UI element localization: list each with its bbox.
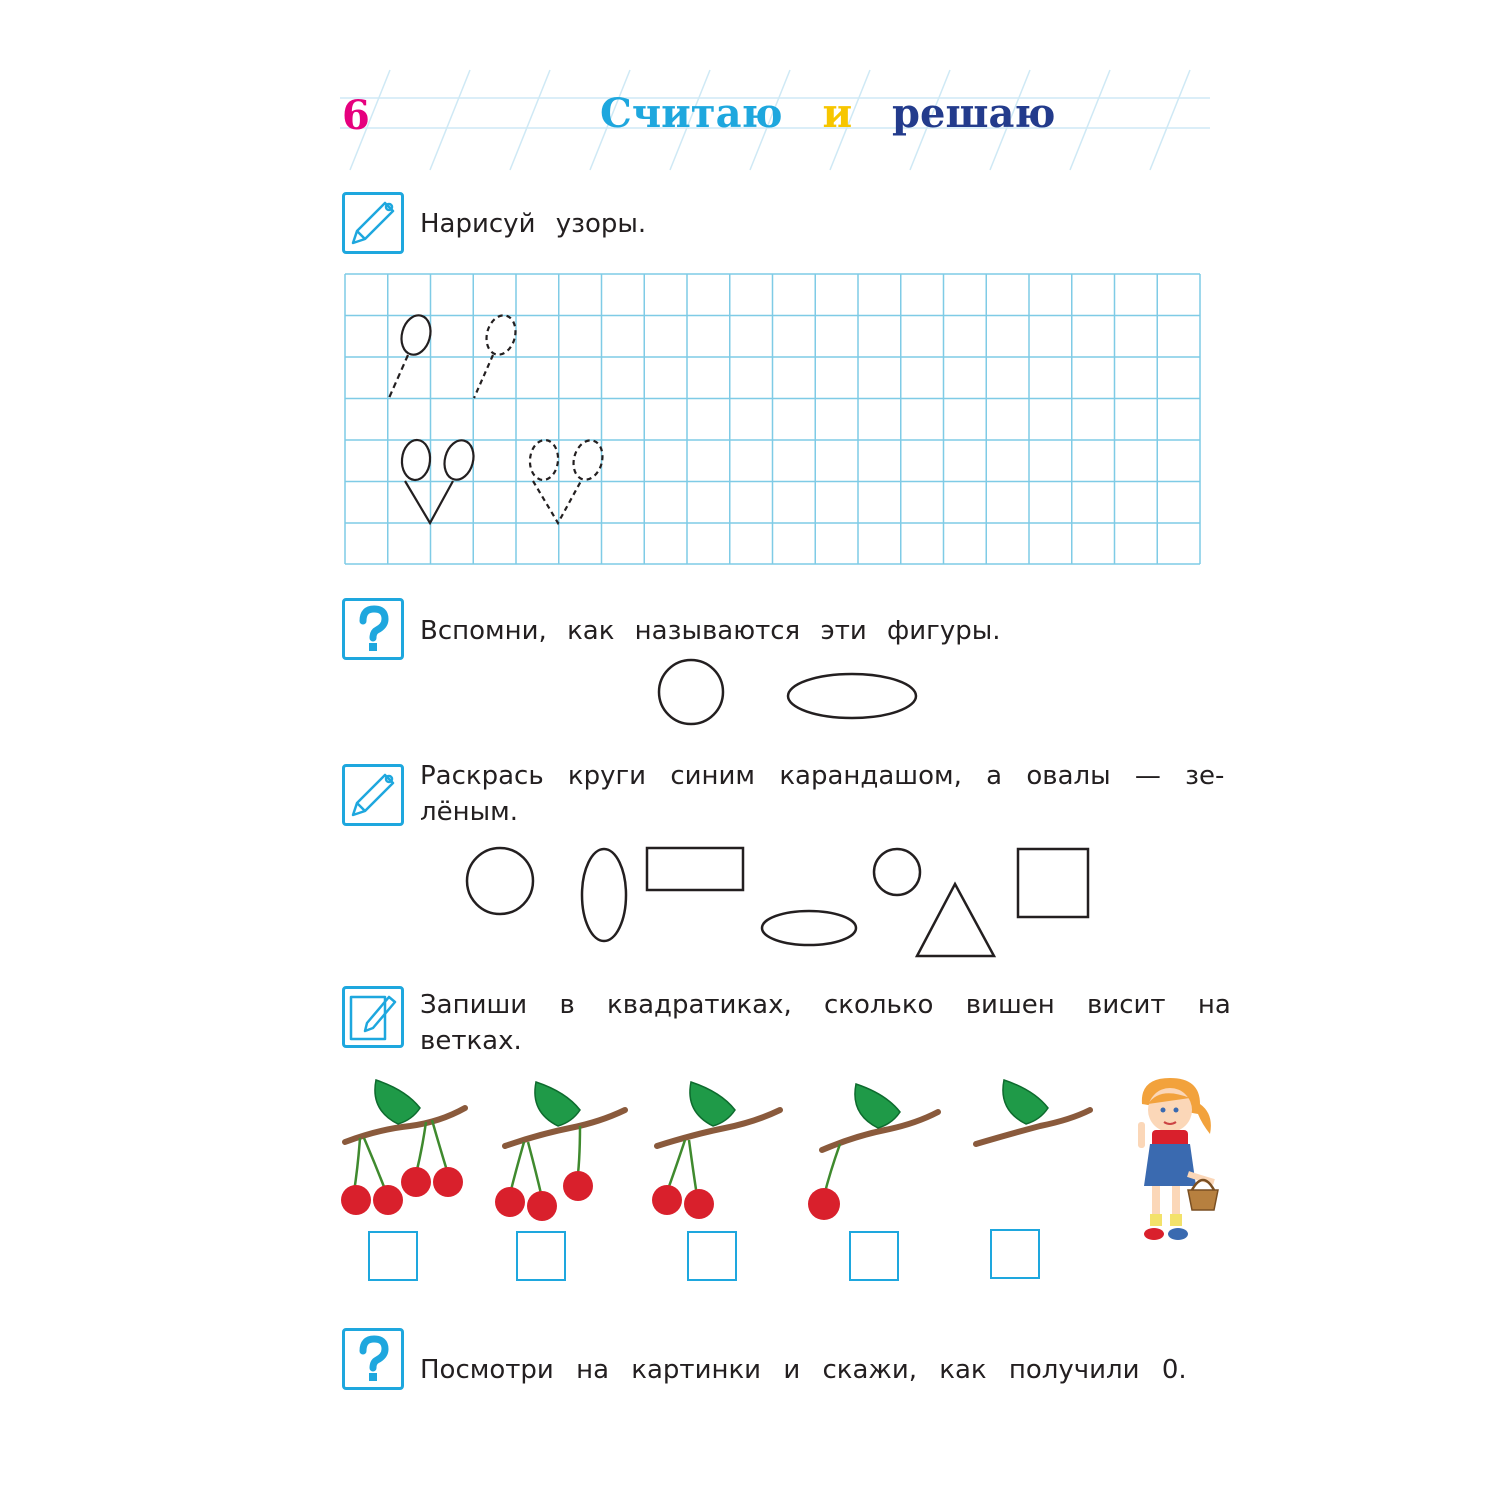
answer-box-2[interactable] <box>516 1231 566 1281</box>
leaf-icon <box>375 1080 420 1124</box>
shapes-to-color <box>460 840 1100 964</box>
title-word-3: решаю <box>892 90 1056 137</box>
cherry <box>652 1185 682 1215</box>
cherry <box>684 1189 714 1219</box>
cherry <box>495 1187 525 1217</box>
balloon-pattern-dashed <box>474 312 520 398</box>
pencil-icon <box>345 195 401 251</box>
task-5-text: Посмотри на картинки и скажи, как получили 0. <box>420 1355 1187 1385</box>
cherry-branch-5 <box>970 1074 1100 1174</box>
pencil-icon <box>345 767 401 823</box>
page-number: 6 <box>342 92 370 139</box>
oval-shape <box>788 674 916 718</box>
task-5-icon-box <box>342 1328 404 1390</box>
task-4-text-line-2: ветках. <box>420 1026 522 1056</box>
task-3-icon-box <box>342 764 404 826</box>
cherry-branch-1 <box>340 1074 470 1224</box>
question-mark-icon <box>345 1331 401 1387</box>
cherry <box>527 1191 557 1221</box>
leaf-icon <box>535 1082 580 1126</box>
answer-box-3[interactable] <box>687 1231 737 1281</box>
answer-box-5[interactable] <box>990 1229 1040 1279</box>
circle-shape <box>659 660 723 724</box>
circle-shape <box>467 848 533 914</box>
task-3-text-line-1: Раскрась круги синим карандашом, а овалы — зе- <box>420 761 1225 791</box>
task-1-icon-box <box>342 192 404 254</box>
question-mark-icon <box>345 601 401 657</box>
cherry-branch-4 <box>800 1074 940 1224</box>
oval-shape <box>582 849 626 941</box>
cherry <box>373 1185 403 1215</box>
balloon-pattern-solid <box>389 312 435 398</box>
cherry-branch-2 <box>490 1074 630 1224</box>
circle-shape <box>874 849 920 895</box>
oval-shape <box>762 911 856 945</box>
square-shape <box>1018 849 1088 917</box>
title-word-1: Считаю <box>600 90 783 137</box>
double-balloon-pattern-solid <box>400 437 477 523</box>
double-balloon-pattern-dashed <box>528 437 606 523</box>
leaf-icon <box>690 1082 735 1126</box>
cherry <box>808 1188 840 1220</box>
page-title <box>600 88 1056 140</box>
task-1-text: Нарисуй узоры. <box>420 209 647 239</box>
pen-paper-icon <box>345 989 401 1045</box>
drawing-grid <box>345 274 1201 566</box>
leaf-icon <box>855 1084 900 1128</box>
rectangle-shape <box>647 848 743 890</box>
cherry <box>563 1171 593 1201</box>
task-3-text-line-2: лёным. <box>420 797 519 827</box>
cherry-branch-3 <box>645 1074 785 1224</box>
cherry <box>401 1167 431 1197</box>
task-2-icon-box <box>342 598 404 660</box>
figures-to-name <box>650 656 930 728</box>
cherry <box>341 1185 371 1215</box>
triangle-shape <box>917 884 994 956</box>
task-4-text-line-1: Запиши в квадратиках, сколько вишен висит на <box>420 990 1231 1020</box>
task-4-icon-box <box>342 986 404 1048</box>
answer-box-4[interactable] <box>849 1231 899 1281</box>
leaf-icon <box>1003 1080 1048 1124</box>
girl-with-basket-illustration <box>1130 1074 1222 1246</box>
task-2-text: Вспомни, как называются эти фигуры. <box>420 616 1001 646</box>
title-word-2: и <box>822 90 853 137</box>
answer-box-1[interactable] <box>368 1231 418 1281</box>
cherry <box>433 1167 463 1197</box>
